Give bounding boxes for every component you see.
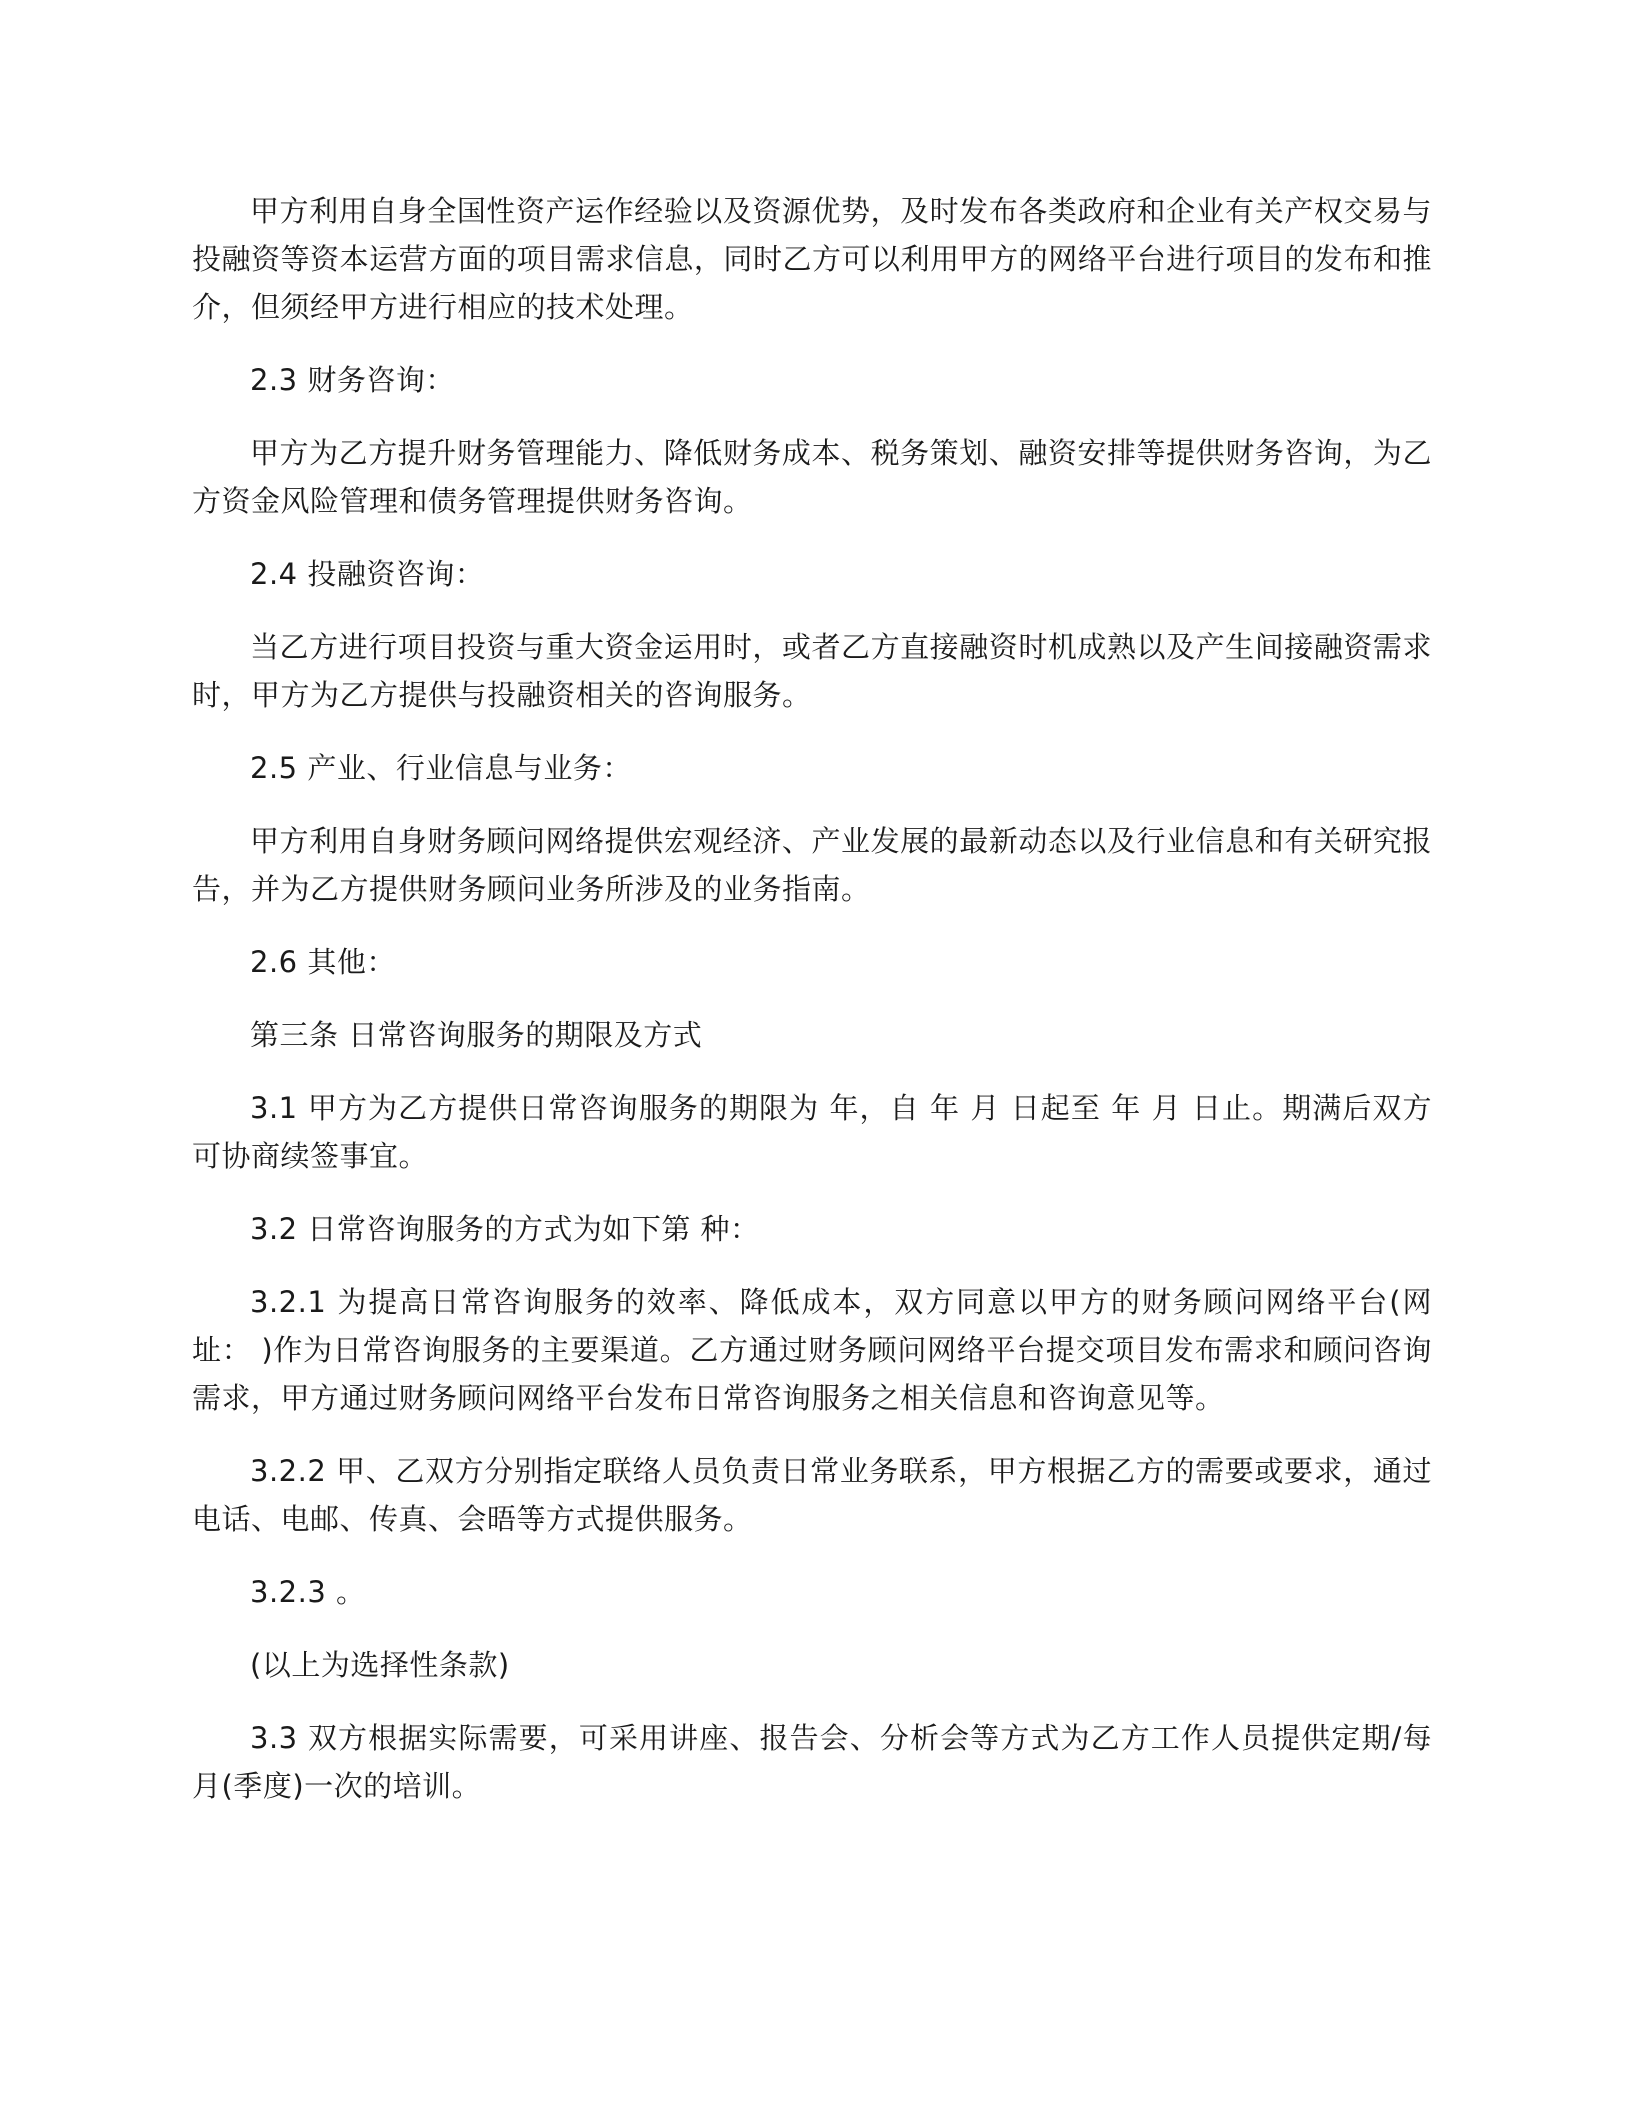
heading-article-3: 第三条 日常咨询服务的期限及方式: [250, 1018, 703, 1052]
document-body: [192, 187, 1432, 1835]
paragraph-financial-consulting: 甲方为乙方提升财务管理能力、降低财务成本、税务策划、融资安排等提供财务咨询，为乙方资金风险管理和债务管理提供财务咨询。: [192, 436, 1432, 518]
paragraph-3-2-method: 3.2 日常咨询服务的方式为如下第 种：: [250, 1212, 760, 1246]
paragraph-project-info: 甲方利用自身全国性资产运作经验以及资源优势，及时发布各类政府和企业有关产权交易与投融资等资本运营方面的项目需求信息，同时乙方可以利用甲方的网络平台进行项目的发布和推介，但须经甲方进行相应的技术处理。: [192, 194, 1432, 324]
paragraph-investment-consulting: 当乙方进行项目投资与重大资金运用时，或者乙方直接融资时机成熟以及产生间接融资需求时，甲方为乙方提供与投融资相关的咨询服务。: [192, 630, 1432, 712]
paragraph-3-3-training: 3.3 双方根据实际需要，可采用讲座、报告会、分析会等方式为乙方工作人员提供定期/每月(季度)一次的培训。: [192, 1721, 1432, 1803]
paragraph-3-2-1-platform: 3.2.1 为提高日常咨询服务的效率、降低成本，双方同意以甲方的财务顾问网络平台(网址： )作为日常咨询服务的主要渠道。乙方通过财务顾问网络平台提交项目发布需求和顾问咨询需求，甲方通过财务顾问网络平台发布日常咨询服务之相关信息和咨询意见等。: [192, 1285, 1432, 1415]
heading-2-3-financial-consulting: 2.3 财务咨询：: [250, 363, 455, 397]
heading-2-4-investment-consulting: 2.4 投融资咨询：: [250, 557, 485, 591]
paragraph-optional-note: (以上为选择性条款): [250, 1648, 510, 1682]
paragraph-3-2-2-contacts: 3.2.2 甲、乙双方分别指定联络人员负责日常业务联系，甲方根据乙方的需要或要求，通过电话、电邮、传真、会晤等方式提供服务。: [192, 1454, 1432, 1536]
heading-2-6-other: 2.6 其他：: [250, 945, 396, 979]
paragraph-industry-info: 甲方利用自身财务顾问网络提供宏观经济、产业发展的最新动态以及行业信息和有关研究报告，并为乙方提供财务顾问业务所涉及的业务指南。: [192, 824, 1432, 906]
paragraph-3-1-term: 3.1 甲方为乙方提供日常咨询服务的期限为 年，自 年 月 日起至 年 月 日止。期满后双方可协商续签事宜。: [192, 1091, 1432, 1173]
heading-2-5-industry-info: 2.5 产业、行业信息与业务：: [250, 751, 632, 785]
paragraph-3-2-3: 3.2.3 。: [250, 1575, 366, 1609]
